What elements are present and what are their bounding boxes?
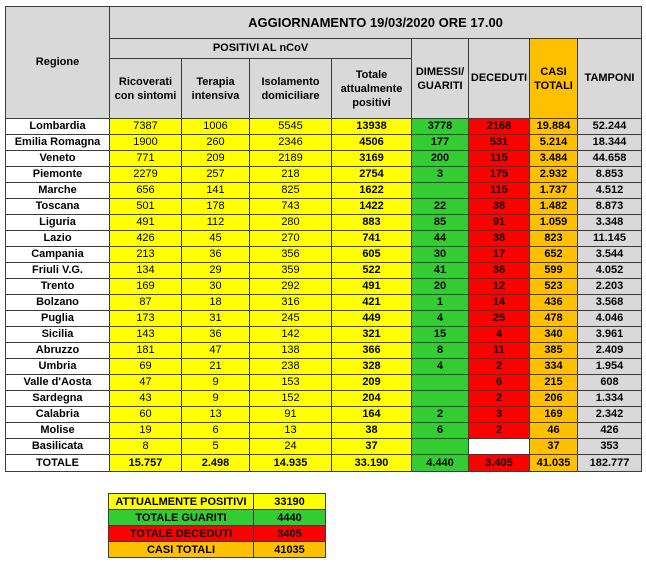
total-casi: 41.035	[530, 455, 578, 472]
casi-totali-cell: 3.484	[530, 151, 578, 167]
deceduti-cell: 38	[469, 231, 530, 247]
table-row	[6, 407, 642, 423]
isolamento-cell: 245	[250, 311, 332, 327]
table-row	[6, 375, 642, 391]
dimessi-cell	[412, 375, 469, 391]
table-row	[6, 135, 642, 151]
terapia-cell: 9	[182, 375, 250, 391]
ricoverati-cell: 87	[110, 295, 182, 311]
table-row	[6, 311, 642, 327]
isolamento-cell: 5545	[250, 119, 332, 135]
ricoverati-cell: 134	[110, 263, 182, 279]
totale-positivi-cell: 321	[332, 327, 412, 343]
tamponi-cell: 1.954	[578, 359, 642, 375]
covid-regional-table	[5, 6, 642, 472]
ricoverati-cell: 43	[110, 391, 182, 407]
regione-cell: Bolzano	[6, 295, 110, 311]
dimessi-cell: 8	[412, 343, 469, 359]
total-dimessi: 4.440	[412, 455, 469, 472]
casi-totali-cell: 215	[530, 375, 578, 391]
tamponi-cell: 2.342	[578, 407, 642, 423]
isolamento-cell: 218	[250, 167, 332, 183]
regione-cell: Toscana	[6, 199, 110, 215]
totale-positivi-cell: 1422	[332, 199, 412, 215]
casi-totali-cell: 1.482	[530, 199, 578, 215]
isolamento-cell: 359	[250, 263, 332, 279]
regione-cell: Friuli V.G.	[6, 263, 110, 279]
totale-positivi-cell: 366	[332, 343, 412, 359]
regione-cell: Marche	[6, 183, 110, 199]
table-body	[6, 119, 642, 455]
table-row	[6, 119, 642, 135]
isolamento-cell: 743	[250, 199, 332, 215]
table-row	[6, 151, 642, 167]
terapia-cell: 6	[182, 423, 250, 439]
terapia-cell: 112	[182, 215, 250, 231]
ricoverati-cell: 426	[110, 231, 182, 247]
totale-positivi-cell: 328	[332, 359, 412, 375]
tamponi-cell: 4.046	[578, 311, 642, 327]
tamponi-cell: 608	[578, 375, 642, 391]
totale-positivi-cell: 209	[332, 375, 412, 391]
totale-positivi-cell: 204	[332, 391, 412, 407]
deceduti-cell: 25	[469, 311, 530, 327]
regione-cell: Abruzzo	[6, 343, 110, 359]
deceduti-cell: 531	[469, 135, 530, 151]
summary-value: 41035	[254, 542, 326, 558]
header-title: AGGIORNAMENTO 19/03/2020 ORE 17.00	[110, 7, 642, 39]
isolamento-cell: 142	[250, 327, 332, 343]
casi-totali-cell: 5.214	[530, 135, 578, 151]
tamponi-cell: 3.348	[578, 215, 642, 231]
terapia-cell: 36	[182, 327, 250, 343]
regione-cell: Lazio	[6, 231, 110, 247]
dimessi-cell: 3778	[412, 119, 469, 135]
deceduti-cell: 2	[469, 359, 530, 375]
totale-positivi-cell: 2754	[332, 167, 412, 183]
casi-totali-cell: 478	[530, 311, 578, 327]
ricoverati-cell: 69	[110, 359, 182, 375]
tamponi-cell: 3.544	[578, 247, 642, 263]
totale-positivi-cell: 491	[332, 279, 412, 295]
total-isolamento: 14.935	[250, 455, 332, 472]
summary-row-positivi	[109, 494, 326, 510]
terapia-cell: 209	[182, 151, 250, 167]
terapia-cell: 5	[182, 439, 250, 455]
table-row	[6, 183, 642, 199]
terapia-cell: 18	[182, 295, 250, 311]
deceduti-cell: 38	[469, 199, 530, 215]
table-row	[6, 231, 642, 247]
isolamento-cell: 356	[250, 247, 332, 263]
regione-cell: Puglia	[6, 311, 110, 327]
deceduti-cell: 4	[469, 327, 530, 343]
tamponi-cell: 4.052	[578, 263, 642, 279]
isolamento-cell: 2189	[250, 151, 332, 167]
terapia-cell: 1006	[182, 119, 250, 135]
table-row	[6, 199, 642, 215]
terapia-cell: 13	[182, 407, 250, 423]
ricoverati-cell: 2279	[110, 167, 182, 183]
terapia-cell: 260	[182, 135, 250, 151]
isolamento-cell: 292	[250, 279, 332, 295]
ricoverati-cell: 656	[110, 183, 182, 199]
isolamento-cell: 153	[250, 375, 332, 391]
deceduti-cell: 17	[469, 247, 530, 263]
totale-positivi-cell: 421	[332, 295, 412, 311]
header-dimessi: DIMESSI/ GUARITI	[412, 39, 469, 119]
dimessi-cell: 200	[412, 151, 469, 167]
casi-totali-cell: 206	[530, 391, 578, 407]
summary-label: TOTALE DECEDUTI	[109, 526, 254, 542]
ricoverati-cell: 491	[110, 215, 182, 231]
totale-positivi-cell: 883	[332, 215, 412, 231]
dimessi-cell: 2	[412, 407, 469, 423]
ricoverati-cell: 169	[110, 279, 182, 295]
total-tamponi: 182.777	[578, 455, 642, 472]
casi-totali-cell: 823	[530, 231, 578, 247]
regione-cell: Sicilia	[6, 327, 110, 343]
header-isolamento: Isolamento domiciliare	[250, 59, 332, 119]
totale-positivi-cell: 1622	[332, 183, 412, 199]
tamponi-cell: 2.409	[578, 343, 642, 359]
summary-row-deceduti	[109, 526, 326, 542]
regione-cell: Umbria	[6, 359, 110, 375]
casi-totali-cell: 2.932	[530, 167, 578, 183]
tamponi-cell: 353	[578, 439, 642, 455]
header-terapia: Terapia intensiva	[182, 59, 250, 119]
isolamento-cell: 24	[250, 439, 332, 455]
totale-positivi-cell: 38	[332, 423, 412, 439]
totale-positivi-cell: 449	[332, 311, 412, 327]
header-regione: Regione	[6, 7, 110, 119]
isolamento-cell: 152	[250, 391, 332, 407]
regione-cell: Sardegna	[6, 391, 110, 407]
isolamento-cell: 280	[250, 215, 332, 231]
table-row	[6, 423, 642, 439]
ricoverati-cell: 19	[110, 423, 182, 439]
isolamento-cell: 91	[250, 407, 332, 423]
header-positivi-group: POSITIVI AL nCoV	[110, 39, 412, 59]
isolamento-cell: 270	[250, 231, 332, 247]
dimessi-cell: 3	[412, 167, 469, 183]
deceduti-cell: 175	[469, 167, 530, 183]
totale-positivi-cell: 522	[332, 263, 412, 279]
dimessi-cell	[412, 439, 469, 455]
tamponi-cell: 2.203	[578, 279, 642, 295]
table-row	[6, 295, 642, 311]
ricoverati-cell: 1900	[110, 135, 182, 151]
dimessi-cell: 20	[412, 279, 469, 295]
table-row	[6, 247, 642, 263]
ricoverati-cell: 47	[110, 375, 182, 391]
deceduti-cell: 91	[469, 215, 530, 231]
regione-cell: Veneto	[6, 151, 110, 167]
deceduti-cell: 115	[469, 183, 530, 199]
dimessi-cell: 15	[412, 327, 469, 343]
regione-cell: Calabria	[6, 407, 110, 423]
tamponi-cell: 426	[578, 423, 642, 439]
isolamento-cell: 2346	[250, 135, 332, 151]
table-row	[6, 279, 642, 295]
table-row	[6, 327, 642, 343]
tamponi-cell: 4.512	[578, 183, 642, 199]
casi-totali-cell: 436	[530, 295, 578, 311]
header-ricoverati: Ricoverati con sintomi	[110, 59, 182, 119]
terapia-cell: 21	[182, 359, 250, 375]
totals-label: TOTALE	[6, 455, 110, 472]
ricoverati-cell: 181	[110, 343, 182, 359]
dimessi-cell: 41	[412, 263, 469, 279]
regione-cell: Lombardia	[6, 119, 110, 135]
table-row	[6, 343, 642, 359]
summary-row-guariti	[109, 510, 326, 526]
casi-totali-cell: 1.737	[530, 183, 578, 199]
table-row	[6, 263, 642, 279]
table-row	[6, 391, 642, 407]
regione-cell: Emilia Romagna	[6, 135, 110, 151]
summary-label: ATTUALMENTE POSITIVI	[109, 494, 254, 510]
isolamento-cell: 138	[250, 343, 332, 359]
regione-cell: Molise	[6, 423, 110, 439]
deceduti-cell: 11	[469, 343, 530, 359]
dimessi-cell	[412, 183, 469, 199]
summary-value: 4440	[254, 510, 326, 526]
ricoverati-cell: 60	[110, 407, 182, 423]
terapia-cell: 31	[182, 311, 250, 327]
terapia-cell: 9	[182, 391, 250, 407]
casi-totali-cell: 1.059	[530, 215, 578, 231]
tamponi-cell: 8.853	[578, 167, 642, 183]
casi-totali-cell: 334	[530, 359, 578, 375]
dimessi-cell: 1	[412, 295, 469, 311]
tamponi-cell: 44.658	[578, 151, 642, 167]
totale-positivi-cell: 164	[332, 407, 412, 423]
casi-totali-cell: 523	[530, 279, 578, 295]
ricoverati-cell: 8	[110, 439, 182, 455]
ricoverati-cell: 771	[110, 151, 182, 167]
header-tamponi: TAMPONI	[578, 39, 642, 119]
header-casi-totali: CASI TOTALI	[530, 39, 578, 119]
regione-cell: Valle d'Aosta	[6, 375, 110, 391]
casi-totali-cell: 19.884	[530, 119, 578, 135]
casi-totali-cell: 37	[530, 439, 578, 455]
isolamento-cell: 13	[250, 423, 332, 439]
terapia-cell: 257	[182, 167, 250, 183]
deceduti-cell: 115	[469, 151, 530, 167]
total-deceduti: 3.405	[469, 455, 530, 472]
summary-label: CASI TOTALI	[109, 542, 254, 558]
isolamento-cell: 825	[250, 183, 332, 199]
table-row	[6, 359, 642, 375]
regione-cell: Campania	[6, 247, 110, 263]
dimessi-cell: 44	[412, 231, 469, 247]
table-row	[6, 167, 642, 183]
dimessi-cell: 85	[412, 215, 469, 231]
totale-positivi-cell: 3169	[332, 151, 412, 167]
casi-totali-cell: 652	[530, 247, 578, 263]
tamponi-cell: 8.873	[578, 199, 642, 215]
summary-legend	[108, 493, 326, 558]
terapia-cell: 141	[182, 183, 250, 199]
terapia-cell: 47	[182, 343, 250, 359]
ricoverati-cell: 501	[110, 199, 182, 215]
terapia-cell: 45	[182, 231, 250, 247]
dimessi-cell: 4	[412, 359, 469, 375]
summary-label: TOTALE GUARITI	[109, 510, 254, 526]
header-deceduti: DECEDUTI	[469, 39, 530, 119]
deceduti-cell: 2168	[469, 119, 530, 135]
totale-positivi-cell: 741	[332, 231, 412, 247]
deceduti-cell: 12	[469, 279, 530, 295]
deceduti-cell	[469, 439, 530, 455]
totale-positivi-cell: 13938	[332, 119, 412, 135]
total-ricoverati: 15.757	[110, 455, 182, 472]
isolamento-cell: 238	[250, 359, 332, 375]
dimessi-cell	[412, 391, 469, 407]
dimessi-cell: 30	[412, 247, 469, 263]
regione-cell: Piemonte	[6, 167, 110, 183]
tamponi-cell: 3.961	[578, 327, 642, 343]
total-terapia: 2.498	[182, 455, 250, 472]
dimessi-cell: 177	[412, 135, 469, 151]
deceduti-cell: 2	[469, 423, 530, 439]
totale-positivi-cell: 4506	[332, 135, 412, 151]
tamponi-cell: 1.334	[578, 391, 642, 407]
ricoverati-cell: 143	[110, 327, 182, 343]
terapia-cell: 36	[182, 247, 250, 263]
casi-totali-cell: 46	[530, 423, 578, 439]
regione-cell: Trento	[6, 279, 110, 295]
tamponi-cell: 11.145	[578, 231, 642, 247]
deceduti-cell: 6	[469, 375, 530, 391]
tamponi-cell: 52.244	[578, 119, 642, 135]
casi-totali-cell: 599	[530, 263, 578, 279]
deceduti-cell: 2	[469, 391, 530, 407]
casi-totali-cell: 385	[530, 343, 578, 359]
casi-totali-cell: 340	[530, 327, 578, 343]
isolamento-cell: 316	[250, 295, 332, 311]
dimessi-cell: 4	[412, 311, 469, 327]
ricoverati-cell: 213	[110, 247, 182, 263]
terapia-cell: 178	[182, 199, 250, 215]
ricoverati-cell: 7387	[110, 119, 182, 135]
tamponi-cell: 3.568	[578, 295, 642, 311]
regione-cell: Liguria	[6, 215, 110, 231]
summary-value: 3405	[254, 526, 326, 542]
table-row	[6, 215, 642, 231]
header-totale-positivi: Totale attualmente positivi	[332, 59, 412, 119]
terapia-cell: 30	[182, 279, 250, 295]
deceduti-cell: 36	[469, 263, 530, 279]
tamponi-cell: 18.344	[578, 135, 642, 151]
total-positivi: 33.190	[332, 455, 412, 472]
summary-row-casi	[109, 542, 326, 558]
dimessi-cell: 6	[412, 423, 469, 439]
ricoverati-cell: 173	[110, 311, 182, 327]
totale-positivi-cell: 37	[332, 439, 412, 455]
regione-cell: Basilicata	[6, 439, 110, 455]
table-row	[6, 439, 642, 455]
deceduti-cell: 3	[469, 407, 530, 423]
terapia-cell: 29	[182, 263, 250, 279]
summary-value: 33190	[254, 494, 326, 510]
dimessi-cell: 22	[412, 199, 469, 215]
deceduti-cell: 14	[469, 295, 530, 311]
totale-positivi-cell: 605	[332, 247, 412, 263]
casi-totali-cell: 169	[530, 407, 578, 423]
